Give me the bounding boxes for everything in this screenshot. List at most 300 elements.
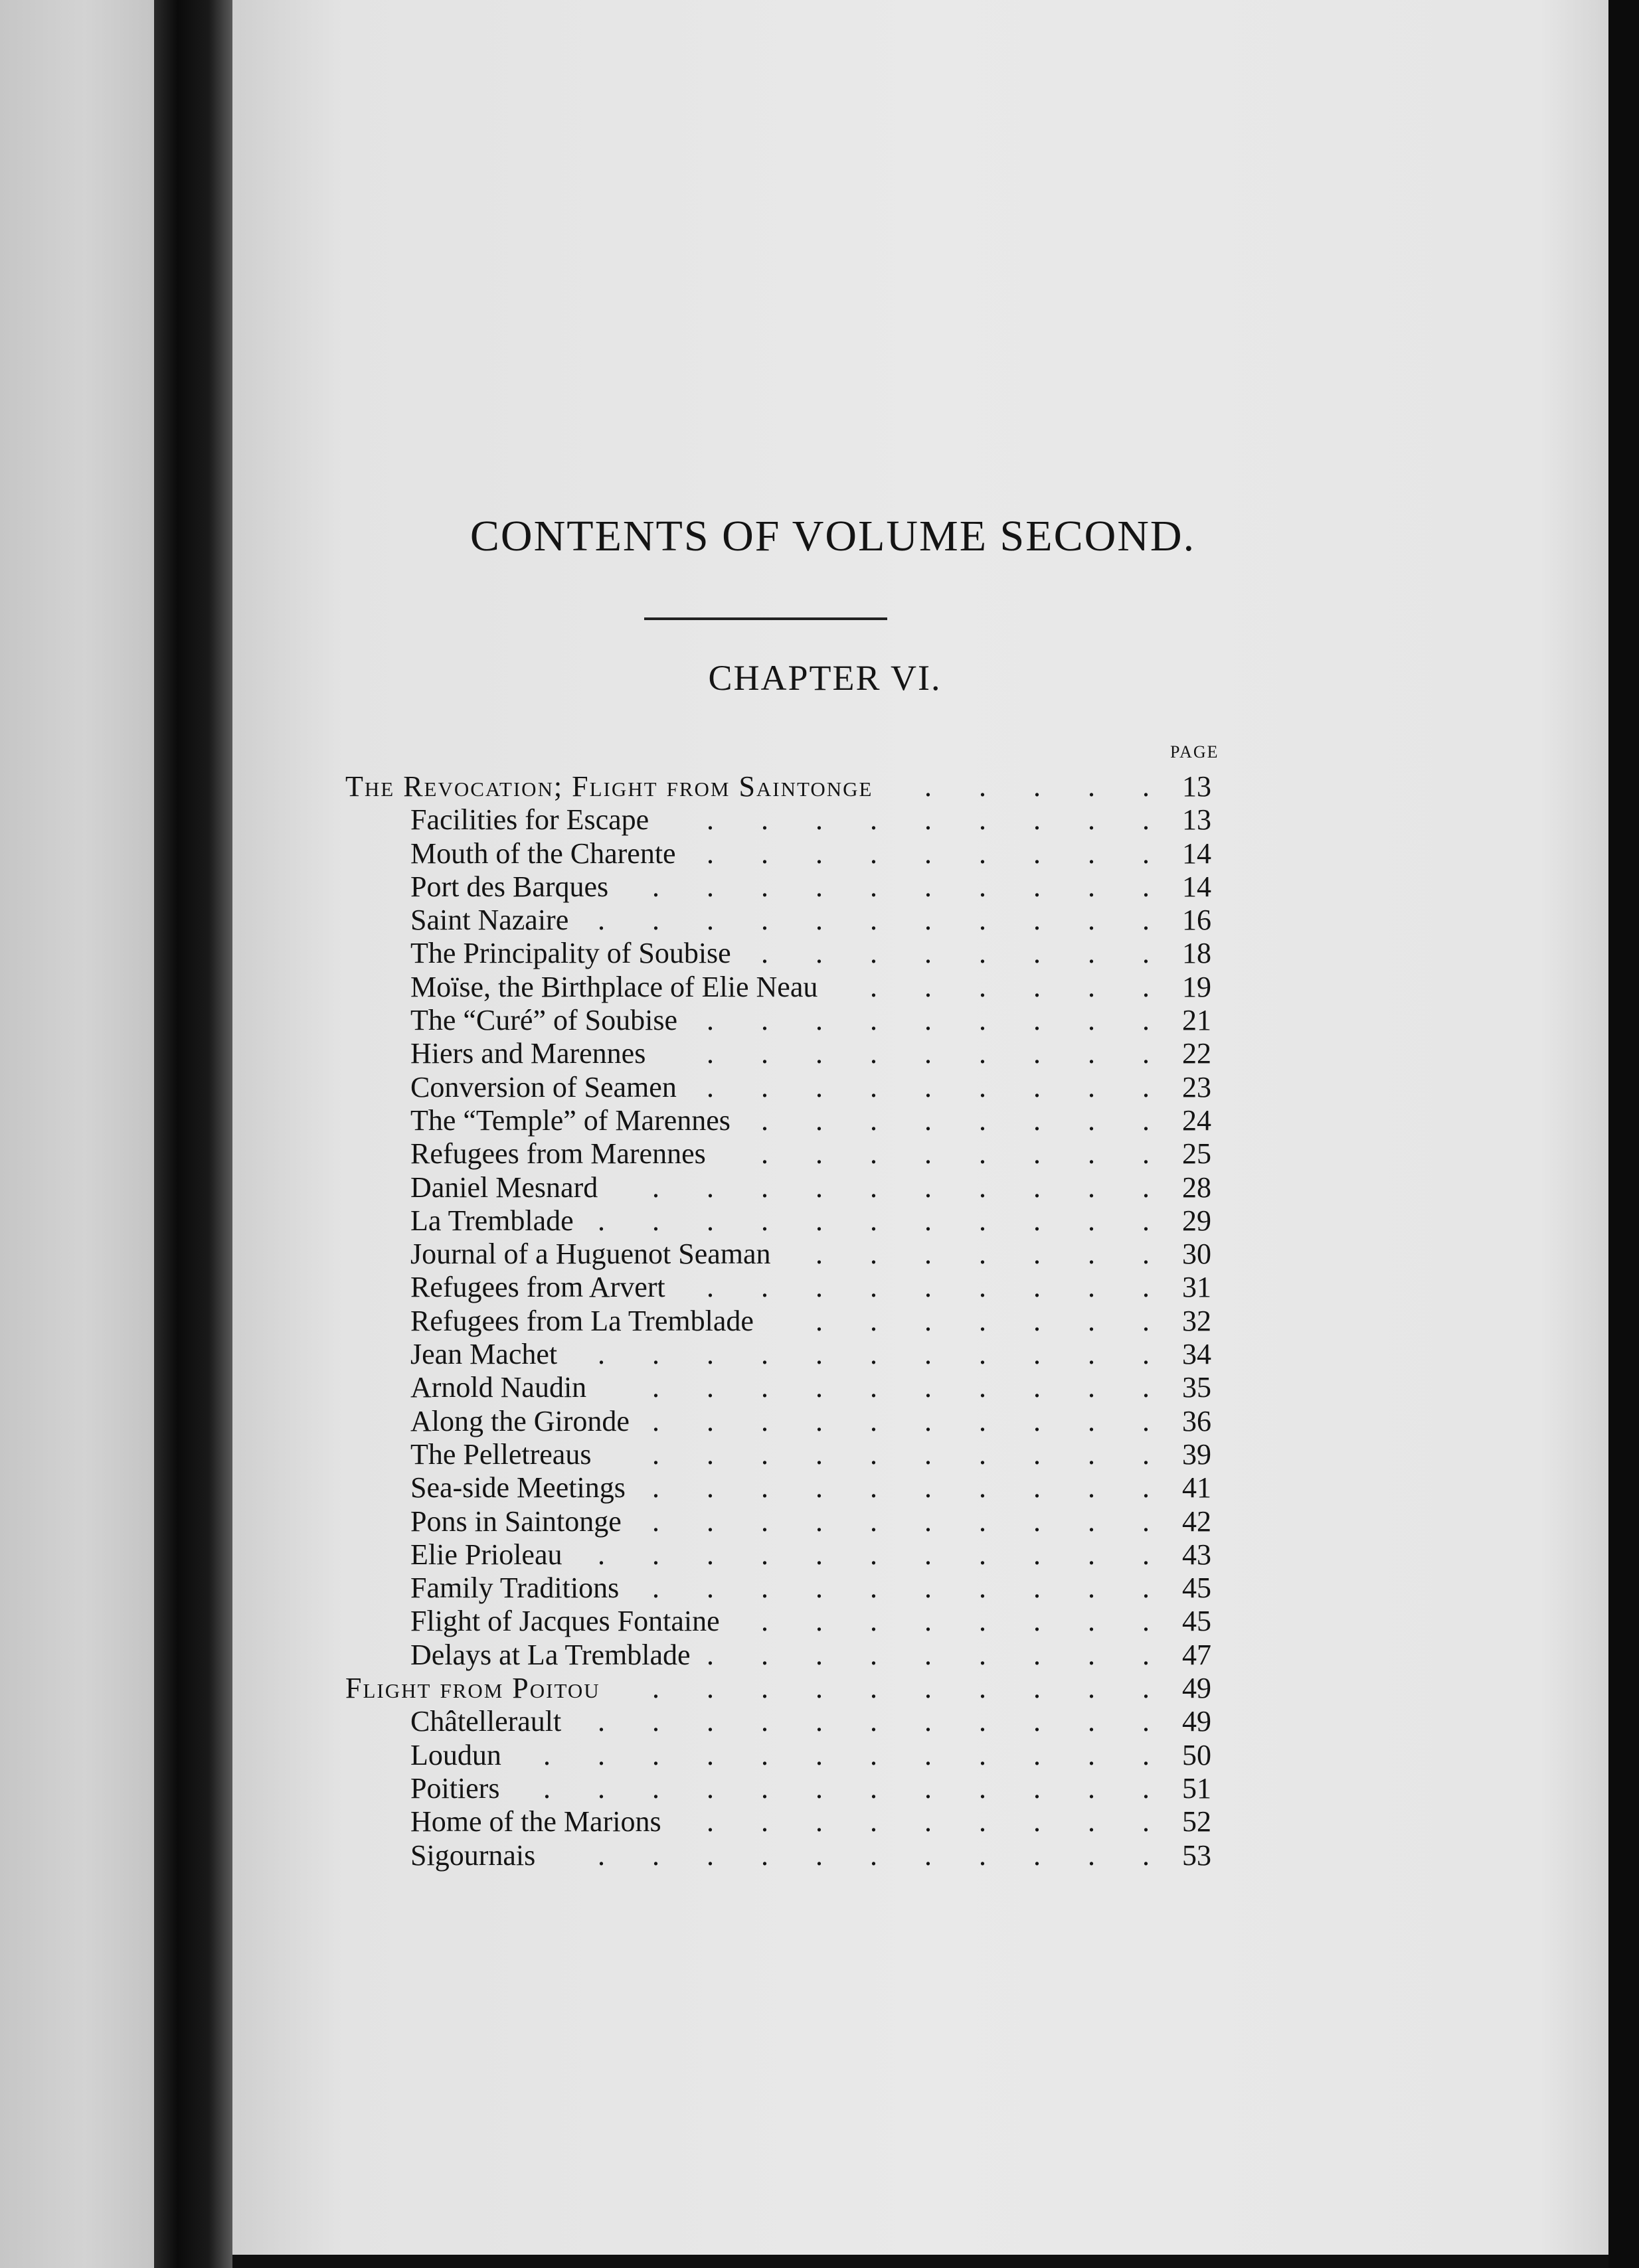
leader-dot: . [870,1838,877,1872]
toc-page-number: 49 [1182,1705,1211,1738]
toc-entry-title: The Pelletreaus [410,1437,592,1471]
leader-dot: . [761,870,768,903]
leader-dot: . [1142,1638,1150,1671]
leader-dot: . [870,1672,877,1705]
leader-dot: . [652,1771,659,1805]
leader-dot: . [1088,1271,1095,1304]
toc-entry-title: Sea-side Meetings [410,1471,626,1504]
leader-dot: . [761,1771,768,1805]
toc-entry-title: The Principality of Soubise [410,937,731,970]
toc-entry [0,1104,1639,1137]
toc-entry-title: Poitiers [410,1771,500,1805]
leader-dot: . [1088,1572,1095,1605]
leader-dot: . [870,1171,877,1204]
leader-dot: . [1088,1638,1095,1671]
toc-entry-title: La Tremblade [410,1204,574,1237]
leader-dot: . [870,1538,877,1571]
leader-dot: . [924,970,932,1003]
toc-entry [0,1004,1639,1037]
leader-dot: . [1088,803,1095,837]
leader-dot: . [816,1070,823,1103]
leader-dot: . [543,1738,551,1771]
leader-dot: . [1033,1738,1041,1771]
leader-dot: . [979,937,986,970]
toc-page-number: 49 [1182,1672,1211,1705]
toc-entry [0,971,1639,1004]
leader-dot: . [924,1805,932,1838]
leader-dot: . [652,1838,659,1872]
leader-dot: . [924,1338,932,1371]
toc-page-number: 23 [1182,1070,1211,1103]
leader-dot: . [1142,870,1150,903]
leader-dot: . [1088,770,1095,803]
toc-page-number: 29 [1182,1204,1211,1237]
leader-dot: . [924,1004,932,1037]
leader-dot: . [761,904,768,937]
toc-entry [0,1438,1639,1471]
leader-dot: . [1142,937,1150,970]
leader-dot: . [1033,1572,1041,1605]
leader-dot: . [761,1572,768,1605]
leader-dot: . [816,1605,823,1638]
leader-dot: . [816,1471,823,1504]
leader-dot: . [1088,1371,1095,1404]
toc-page-number: 43 [1182,1538,1211,1571]
toc-section-title: The Revocation; Flight from Saintonge [345,770,873,803]
leader-dot: . [707,1171,714,1204]
leader-dot: . [707,904,714,937]
leader-dot: . [1142,770,1150,803]
leader-dot: . [1142,1838,1150,1872]
page-title: CONTENTS OF VOLUME SECOND. [470,512,1196,560]
leader-dot: . [652,1171,659,1204]
toc-page-number: 13 [1182,770,1211,803]
leader-dot: . [652,1338,659,1371]
leader-dot: . [1033,1304,1041,1337]
leader-dot: . [652,1204,659,1237]
toc-entry [0,1137,1639,1171]
toc-entry-title: Conversion of Seamen [410,1070,677,1103]
leader-dot: . [598,1204,605,1237]
leader-dot: . [598,904,605,937]
leader-dot: . [870,970,877,1003]
leader-dot: . [1088,1471,1095,1504]
toc-entry [0,1739,1639,1772]
leader-dot: . [1033,1705,1041,1738]
toc-entry [0,1071,1639,1104]
leader-dot: . [979,1304,986,1337]
toc-page-number: 22 [1182,1037,1211,1070]
leader-dot: . [1142,1471,1150,1504]
toc-entry-title: Flight of Jacques Fontaine [410,1605,720,1638]
leader-dot: . [1142,1204,1150,1237]
toc-entry [0,904,1639,937]
leader-dot: . [1033,1404,1041,1437]
leader-dot: . [870,1204,877,1237]
leader-dot: . [924,1171,932,1204]
leader-dot: . [979,1437,986,1471]
toc-entry [0,1538,1639,1572]
leader-dot: . [924,770,932,803]
leader-dot: . [652,1437,659,1471]
toc-entry-title: Along the Gironde [410,1404,630,1437]
leader-dot: . [1033,1805,1041,1838]
leader-dot: . [1033,1471,1041,1504]
leader-dot: . [707,1070,714,1103]
leader-dot: . [707,1338,714,1371]
toc-entry-title: Hiers and Marennes [410,1037,646,1070]
leader-dot: . [1088,870,1095,903]
toc-page-number: 52 [1182,1805,1211,1838]
leader-dot: . [707,1771,714,1805]
toc-entry [0,1305,1639,1338]
leader-dot: . [870,937,877,970]
leader-dot: . [1033,937,1041,970]
leader-dot: . [924,1371,932,1404]
toc-entry-title: Châtellerault [410,1705,562,1738]
leader-dot: . [1088,837,1095,870]
leader-dot: . [870,1638,877,1671]
toc-entry [0,1639,1639,1672]
leader-dot: . [870,1371,877,1404]
toc-entry-title: The “Temple” of Marennes [410,1103,731,1137]
leader-dot: . [761,1404,768,1437]
leader-dot: . [979,1037,986,1070]
leader-dot: . [707,1471,714,1504]
leader-dot: . [816,1304,823,1337]
leader-dot: . [924,1605,932,1638]
leader-dot: . [924,837,932,870]
leader-dot: . [1088,1838,1095,1872]
leader-dot: . [761,1638,768,1671]
toc-entry-title: Moïse, the Birthplace of Elie Neau [410,970,818,1003]
leader-dot: . [979,1238,986,1271]
leader-dot: . [870,1137,877,1171]
leader-dot: . [816,1103,823,1137]
toc-page-number: 39 [1182,1437,1211,1471]
toc-page-number: 41 [1182,1471,1211,1504]
leader-dot: . [870,1572,877,1605]
leader-dot: . [816,1137,823,1171]
leader-dot: . [979,1572,986,1605]
toc-entry [0,1405,1639,1438]
leader-dot: . [652,1672,659,1705]
leader-dot: . [1142,1037,1150,1070]
toc-page-number: 31 [1182,1271,1211,1304]
leader-dot: . [707,1672,714,1705]
leader-dot: . [870,1070,877,1103]
leader-dot: . [1033,1504,1041,1538]
leader-dot: . [979,1771,986,1805]
toc-page-number: 36 [1182,1404,1211,1437]
leader-dot: . [1088,1538,1095,1571]
toc-page-number: 35 [1182,1371,1211,1404]
leader-dot: . [979,837,986,870]
leader-dot: . [924,904,932,937]
toc-page-number: 30 [1182,1238,1211,1271]
leader-dot: . [707,1705,714,1738]
leader-dot: . [870,1037,877,1070]
leader-dot: . [652,1504,659,1538]
leader-dot: . [598,1771,605,1805]
toc-page-number: 34 [1182,1338,1211,1371]
leader-dot: . [816,1404,823,1437]
leader-dot: . [870,1437,877,1471]
leader-dot: . [761,1437,768,1471]
leader-dot: . [979,1271,986,1304]
leader-dot: . [1142,1070,1150,1103]
toc-entry-title: Jean Machet [410,1338,558,1371]
leader-dot: . [652,1471,659,1504]
leader-dot: . [598,1338,605,1371]
leader-dot: . [707,1371,714,1404]
toc-entry [0,1338,1639,1371]
leader-dot: . [924,1538,932,1571]
leader-dot: . [707,1538,714,1571]
leader-dot: . [1142,1171,1150,1204]
toc-section-title: Flight from Poitou [345,1672,600,1705]
leader-dot: . [924,1738,932,1771]
leader-dot: . [870,1605,877,1638]
leader-dot: . [924,1771,932,1805]
leader-dot: . [707,803,714,837]
leader-dot: . [1142,1672,1150,1705]
leader-dot: . [924,1638,932,1671]
leader-dot: . [1088,1304,1095,1337]
leader-dot: . [979,1605,986,1638]
leader-dot: . [924,1404,932,1437]
leader-dot: . [1142,1404,1150,1437]
leader-dot: . [816,1638,823,1671]
leader-dot: . [543,1771,551,1805]
toc-entry [0,770,1639,803]
leader-dot: . [1033,803,1041,837]
leader-dot: . [1033,1838,1041,1872]
toc-entry [0,1705,1639,1738]
toc-entry [0,1471,1639,1504]
leader-dot: . [870,904,877,937]
toc-entry [0,1505,1639,1538]
leader-dot: . [870,1504,877,1538]
leader-dot: . [816,1672,823,1705]
table-of-contents [0,770,1639,1872]
leader-dot: . [816,1037,823,1070]
toc-page-number: 42 [1182,1504,1211,1538]
toc-entry-title: Daniel Mesnard [410,1171,598,1204]
leader-dot: . [1088,1437,1095,1471]
toc-entry-title: Refugees from La Tremblade [410,1304,754,1337]
leader-dot: . [870,1771,877,1805]
leader-dot: . [707,1404,714,1437]
toc-page-number: 32 [1182,1304,1211,1337]
leader-dot: . [979,1103,986,1137]
leader-dot: . [1142,904,1150,937]
leader-dot: . [816,1004,823,1037]
toc-entry-title: Port des Barques [410,870,609,903]
leader-dot: . [924,1070,932,1103]
toc-entry [0,1371,1639,1404]
leader-dot: . [816,1504,823,1538]
leader-dot: . [1142,1238,1150,1271]
leader-dot: . [707,1572,714,1605]
leader-dot: . [979,1538,986,1571]
leader-dot: . [979,870,986,903]
toc-entry-title: Loudun [410,1738,501,1771]
leader-dot: . [870,1304,877,1337]
leader-dot: . [1088,1103,1095,1137]
title-rule [644,617,887,620]
leader-dot: . [1142,1504,1150,1538]
leader-dot: . [1142,1738,1150,1771]
leader-dot: . [1088,1738,1095,1771]
toc-entry [0,1171,1639,1204]
leader-dot: . [1142,1605,1150,1638]
leader-dot: . [761,1070,768,1103]
leader-dot: . [761,1171,768,1204]
leader-dot: . [707,1738,714,1771]
leader-dot: . [1033,1070,1041,1103]
toc-entry [0,1204,1639,1238]
leader-dot: . [870,1705,877,1738]
leader-dot: . [870,1404,877,1437]
leader-dot: . [1033,870,1041,903]
leader-dot: . [979,770,986,803]
leader-dot: . [761,1338,768,1371]
leader-dot: . [979,1672,986,1705]
toc-entry-title: Elie Prioleau [410,1538,562,1571]
leader-dot: . [870,837,877,870]
leader-dot: . [1142,803,1150,837]
leader-dot: . [816,837,823,870]
leader-dot: . [870,1338,877,1371]
leader-dot: . [870,1103,877,1137]
leader-dot: . [816,1204,823,1237]
leader-dot: . [816,1338,823,1371]
leader-dot: . [924,1672,932,1705]
leader-dot: . [816,1705,823,1738]
leader-dot: . [1142,1771,1150,1805]
toc-entry [0,803,1639,837]
leader-dot: . [1033,904,1041,937]
leader-dot: . [707,1838,714,1872]
leader-dot: . [924,803,932,837]
leader-dot: . [924,1103,932,1137]
toc-entry [0,1805,1639,1838]
leader-dot: . [598,1538,605,1571]
leader-dot: . [924,1838,932,1872]
toc-entry [0,937,1639,970]
toc-entry-title: Sigournais [410,1838,536,1872]
toc-page-number: 51 [1182,1771,1211,1805]
leader-dot: . [924,1471,932,1504]
leader-dot: . [761,1805,768,1838]
leader-dot: . [1142,837,1150,870]
leader-dot: . [761,1705,768,1738]
toc-entry-title: Facilities for Escape [410,803,649,837]
toc-entry [0,1238,1639,1271]
toc-page-number: 50 [1182,1738,1211,1771]
leader-dot: . [761,1004,768,1037]
leader-dot: . [761,1137,768,1171]
leader-dot: . [979,803,986,837]
leader-dot: . [652,1538,659,1571]
leader-dot: . [652,1371,659,1404]
leader-dot: . [870,1238,877,1271]
leader-dot: . [761,803,768,837]
leader-dot: . [1088,1605,1095,1638]
leader-dot: . [816,1371,823,1404]
leader-dot: . [870,870,877,903]
leader-dot: . [1088,1672,1095,1705]
leader-dot: . [924,1271,932,1304]
leader-dot: . [979,1070,986,1103]
leader-dot: . [1033,837,1041,870]
toc-entry [0,1839,1639,1872]
chapter-heading: CHAPTER VI. [708,658,942,698]
leader-dot: . [1033,1371,1041,1404]
leader-dot: . [1088,1805,1095,1838]
toc-entry [0,1271,1639,1304]
leader-dot: . [1088,970,1095,1003]
toc-entry-title: Home of the Marions [410,1805,661,1838]
leader-dot: . [761,1672,768,1705]
leader-dot: . [1088,904,1095,937]
leader-dot: . [707,1271,714,1304]
leader-dot: . [761,1838,768,1872]
leader-dot: . [707,1004,714,1037]
leader-dot: . [707,1437,714,1471]
leader-dot: . [1142,1437,1150,1471]
leader-dot: . [761,1037,768,1070]
leader-dot: . [761,1538,768,1571]
toc-entry-title: Journal of a Huguenot Seaman [410,1238,771,1271]
toc-page-number: 47 [1182,1638,1211,1671]
leader-dot: . [1033,1204,1041,1237]
leader-dot: . [761,1605,768,1638]
leader-dot: . [1033,770,1041,803]
leader-dot: . [1033,1171,1041,1204]
leader-dot: . [1142,1271,1150,1304]
leader-dot: . [598,1838,605,1872]
toc-entry-title: Family Traditions [410,1572,620,1605]
leader-dot: . [761,1103,768,1137]
leader-dot: . [1088,1238,1095,1271]
leader-dot: . [924,870,932,903]
leader-dot: . [1088,1204,1095,1237]
leader-dot: . [1088,1004,1095,1037]
leader-dot: . [707,1037,714,1070]
leader-dot: . [652,904,659,937]
leader-dot: . [816,1805,823,1838]
toc-entry [0,1037,1639,1070]
leader-dot: . [761,837,768,870]
leader-dot: . [761,1271,768,1304]
leader-dot: . [1033,1338,1041,1371]
leader-dot: . [979,1171,986,1204]
toc-page-number: 53 [1182,1838,1211,1872]
page-column-heading: PAGE [1170,742,1219,762]
leader-dot: . [1033,1638,1041,1671]
toc-page-number: 13 [1182,803,1211,837]
leader-dot: . [924,1037,932,1070]
leader-dot: . [816,803,823,837]
leader-dot: . [1088,1338,1095,1371]
leader-dot: . [707,1638,714,1671]
leader-dot: . [1142,970,1150,1003]
toc-page-number: 28 [1182,1171,1211,1204]
toc-page-number: 45 [1182,1572,1211,1605]
leader-dot: . [979,1805,986,1838]
